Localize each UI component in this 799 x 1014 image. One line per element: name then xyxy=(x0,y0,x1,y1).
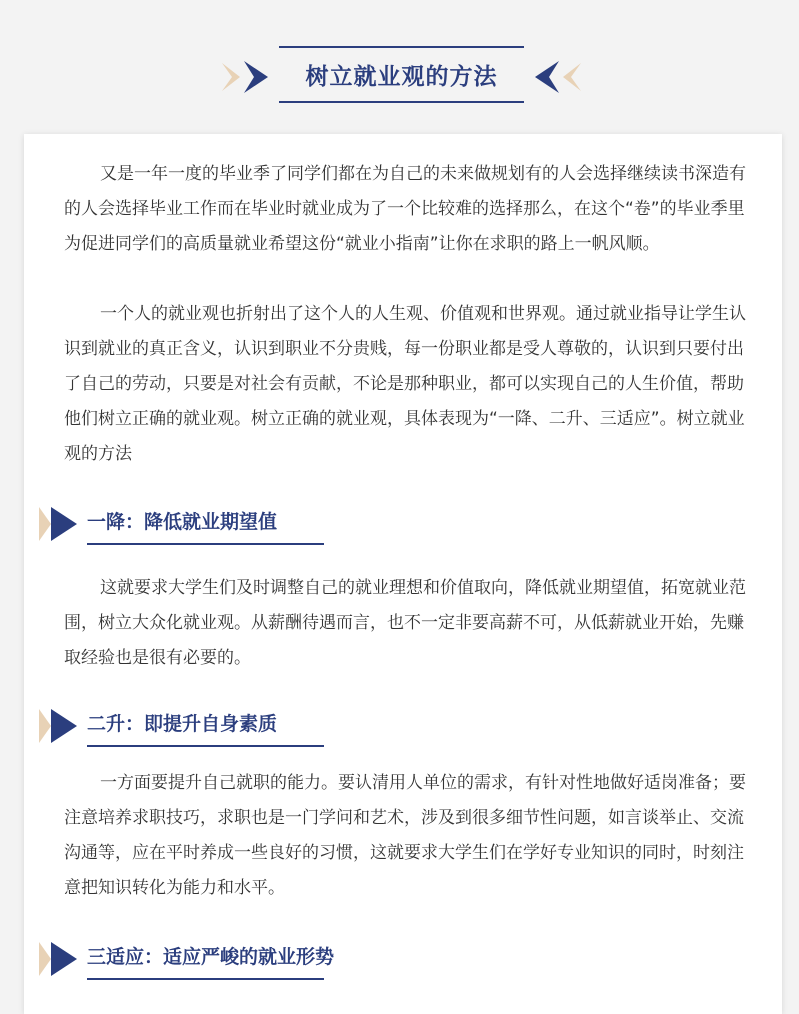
left-chevrons-icon xyxy=(220,60,278,94)
section-arrow-icon xyxy=(39,942,79,976)
section-title: 一降：降低就业期望值 xyxy=(87,511,278,533)
page-title: 树立就业观的方法 xyxy=(279,46,524,103)
section-heading-2 xyxy=(39,707,339,747)
intro-paragraph-2: 一个人的就业观也折射出了这个人的人生观、价值观和世界观。通过就业指导让学生认识到就业的真正含义，认识到职业不分贵贱，每一份职业都是受人尊敬的，认识到只要付出了自己的劳动，只要是对社会有贡献，不论是那种职业，都可以实现自己的人生价值，帮助他们树立正确的就业观。树立正确的就业观，具体表现为“一降、二升、三适应”。树立就业观的方法 xyxy=(64,304,746,464)
section-arrow-icon xyxy=(39,709,79,743)
section-title: 二升：即提升自身素质 xyxy=(87,713,278,735)
section-heading-3 xyxy=(39,940,339,980)
intro-paragraph-1: 又是一年一度的毕业季了同学们都在为自己的未来做规划有的人会选择继续读书深造有的人会选择毕业工作而在毕业时就业成为了一个比较难的选择那么，在这个“卷”的毕业季里为促进同学们的高质量就业希望这份“就业小指南”让你在求职的路上一帆风顺。 xyxy=(64,164,746,254)
section-title: 三适应：适应严峻的就业形势 xyxy=(87,946,335,968)
section-heading-1 xyxy=(39,505,339,545)
section-underline xyxy=(87,543,324,545)
content-card xyxy=(24,134,782,1014)
section-underline xyxy=(87,978,324,980)
section-body-1: 这就要求大学生们及时调整自己的就业理想和价值取向，降低就业期望值，拓宽就业范围，树立大众化就业观。从薪酬待遇而言，也不一定非要高薪不可，从低薪就业开始，先赚取经验也是很有必要的。 xyxy=(64,578,746,668)
section-arrow-icon xyxy=(39,507,79,541)
right-chevrons-icon xyxy=(525,60,583,94)
section-underline xyxy=(87,745,324,747)
section-body-2: 一方面要提升自己就职的能力。要认清用人单位的需求，有针对性地做好适岗准备；要注意培养求职技巧，求职也是一门学问和艺术，涉及到很多细节性问题，如言谈举止、交流沟通等，应在平时养成一些良好的习惯，这就要求大学生们在学好专业知识的同时，时刻注意把知识转化为能力和水平。 xyxy=(64,773,746,898)
page-header xyxy=(0,46,799,106)
